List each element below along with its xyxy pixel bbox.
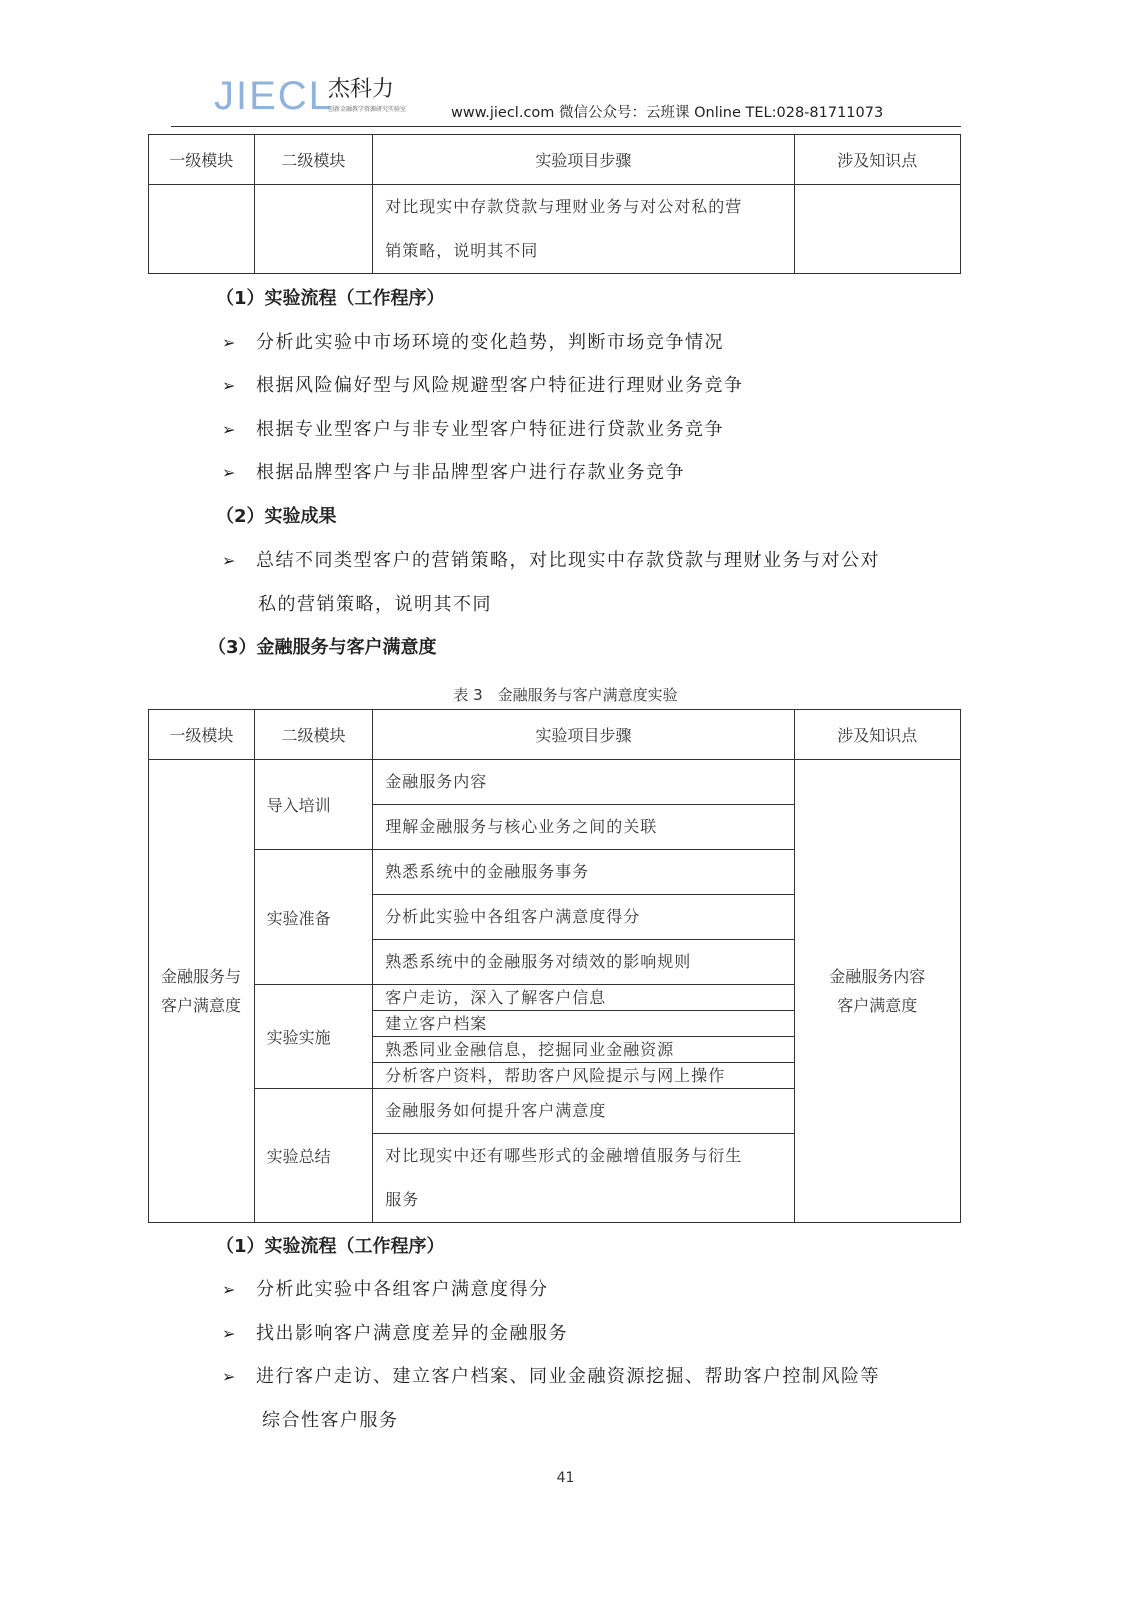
header-knowledge: 涉及知识点 — [794, 135, 960, 185]
step-cell: 熟悉系统中的金融服务事务 — [373, 850, 794, 895]
list-item-continuation: 私的营销策略，说明其不同 — [258, 594, 492, 615]
step-line: 对比现实中存款贷款与理财业务与对公对私的营 — [385, 197, 743, 216]
bullet-arrow-icon: ➢ — [222, 1324, 236, 1343]
list-item: ➢ 找出影响客户满意度差异的金融服务 — [222, 1323, 568, 1344]
level2-impl: 实验实施 — [254, 985, 373, 1089]
step-cell: 金融服务如何提升客户满意度 — [373, 1089, 794, 1134]
step-cell: 金融服务内容 — [373, 760, 794, 805]
section-3-title: （3）金融服务与客户满意度 — [208, 637, 437, 658]
logo-chinese-text: 杰科力 — [328, 77, 395, 102]
step-cell: 熟悉系统中的金融服务对绩效的影响规则 — [373, 940, 794, 985]
list-item: ➢ 根据品牌型客户与非品牌型客户进行存款业务竞争 — [222, 462, 685, 483]
header-level2: 二级模块 — [254, 710, 373, 760]
bullet-arrow-icon: ➢ — [222, 1280, 236, 1299]
list-item: ➢ 进行客户走访、建立客户档案、同业金融资源挖掘、帮助客户控制风险等 — [222, 1366, 880, 1387]
table-header-row — [149, 710, 961, 760]
flow-title: （1）实验流程（工作程序） — [216, 288, 445, 309]
empty-cell — [254, 185, 373, 274]
header-contact-info: www.jiecl.com 微信公众号：云班课 Online TEL:028-81711073 — [451, 105, 884, 121]
table-3 — [148, 709, 961, 1223]
bullet-arrow-icon: ➢ — [222, 1367, 236, 1386]
header-knowledge: 涉及知识点 — [794, 710, 960, 760]
step-cell: 对比现实中还有哪些形式的金融增值服务与衍生 服务 — [373, 1134, 794, 1223]
level2-summary: 实验总结 — [254, 1089, 373, 1223]
page-number: 41 — [556, 1470, 575, 1486]
level2-intro: 导入培训 — [254, 760, 373, 850]
header-level2: 二级模块 — [254, 135, 373, 185]
table-caption: 表 3 金融服务与客户满意度实验 — [453, 686, 678, 704]
level1-cell: 金融服务与 客户满意度 — [149, 760, 255, 1223]
step-line: 销策略，说明其不同 — [385, 241, 539, 260]
header-steps: 实验项目步骤 — [373, 135, 794, 185]
step-cell — [373, 185, 794, 274]
table-header-row — [149, 135, 961, 185]
flow-title: （1）实验流程（工作程序） — [216, 1236, 445, 1257]
result-title: （2）实验成果 — [216, 506, 337, 527]
bullet-arrow-icon: ➢ — [222, 333, 236, 352]
bullet-arrow-icon: ➢ — [222, 420, 236, 439]
logo-slogan: 创新金融教学资源研究实验室 — [328, 106, 407, 113]
table-row — [149, 760, 961, 805]
table-row — [149, 185, 961, 274]
list-item: ➢ 分析此实验中市场环境的变化趋势，判断市场竞争情况 — [222, 332, 724, 353]
list-item-continuation: 综合性客户服务 — [262, 1410, 399, 1431]
step-cell: 分析客户资料，帮助客户风险提示与网上操作 — [373, 1063, 794, 1089]
step-cell: 分析此实验中各组客户满意度得分 — [373, 895, 794, 940]
empty-cell — [794, 185, 960, 274]
list-item: ➢ 分析此实验中各组客户满意度得分 — [222, 1279, 549, 1300]
header-level1: 一级模块 — [149, 710, 255, 760]
bullet-arrow-icon: ➢ — [222, 463, 236, 482]
bullet-arrow-icon: ➢ — [222, 551, 236, 570]
knowledge-cell: 金融服务内容 客户满意度 — [794, 760, 960, 1223]
step-cell: 客户走访，深入了解客户信息 — [373, 985, 794, 1011]
step-cell: 理解金融服务与核心业务之间的关联 — [373, 805, 794, 850]
step-cell: 熟悉同业金融信息，挖掘同业金融资源 — [373, 1037, 794, 1063]
header-level1: 一级模块 — [149, 135, 255, 185]
logo-latin-text: JIECL — [214, 74, 333, 118]
step-cell: 建立客户档案 — [373, 1011, 794, 1037]
empty-cell — [149, 185, 255, 274]
level2-prep: 实验准备 — [254, 850, 373, 985]
list-item: ➢ 根据风险偏好型与风险规避型客户特征进行理财业务竞争 — [222, 375, 744, 396]
table-2-continuation — [148, 134, 961, 274]
header-steps: 实验项目步骤 — [373, 710, 794, 760]
bullet-arrow-icon: ➢ — [222, 376, 236, 395]
header-divider — [171, 126, 961, 127]
list-item: ➢ 根据专业型客户与非专业型客户特征进行贷款业务竞争 — [222, 419, 724, 440]
list-item: ➢ 总结不同类型客户的营销策略，对比现实中存款贷款与理财业务与对公对 — [222, 550, 880, 571]
